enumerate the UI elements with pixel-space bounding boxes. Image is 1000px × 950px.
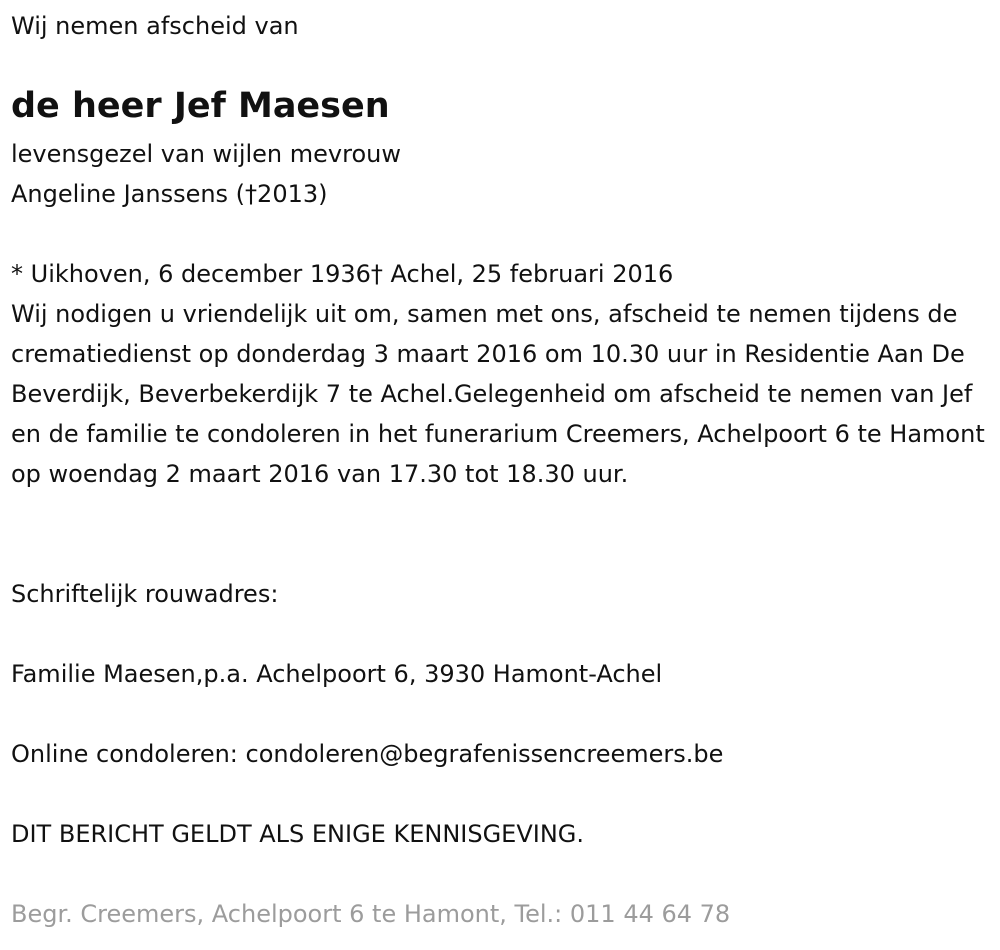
intro-text: Wij nemen afscheid van bbox=[11, 12, 299, 40]
deceased-name: de heer Jef Maesen bbox=[11, 86, 390, 126]
relation-line-1: levensgezel van wijlen mevrouw bbox=[11, 140, 401, 168]
mourning-address: Familie Maesen,p.a. Achelpoort 6, 3930 Hamont-Achel bbox=[11, 660, 663, 688]
details-block bbox=[11, 254, 986, 494]
birth-death-dates: * Uikhoven, 6 december 1936† Achel, 25 februari 2016 bbox=[11, 260, 674, 288]
notice-text: DIT BERICHT GELDT ALS ENIGE KENNISGEVING. bbox=[11, 820, 585, 848]
online-condolences: Online condoleren: condoleren@begrafenissencreemers.be bbox=[11, 740, 724, 768]
relation-block bbox=[11, 134, 401, 214]
address-label: Schriftelijk rouwadres: bbox=[11, 580, 279, 608]
relation-line-2: Angeline Janssens (†2013) bbox=[11, 180, 328, 208]
funeral-home-footer: Begr. Creemers, Achelpoort 6 te Hamont, Tel.: 011 44 64 78 bbox=[11, 900, 731, 928]
invitation-text: Wij nodigen u vriendelijk uit om, samen met ons, afscheid te nemen tijdens de crematiedienst op donderdag 3 maart 2016 om 10.30 uur in Residentie Aan De Beverdijk, Beverbekerdijk 7 te Achel.Gelegenheid om afscheid te nemen van Jef en de familie te condoleren in het funerarium Creemers, Achelpoort 6 te Hamont op woendag 2 maart 2016 van 17.30 tot 18.30 uur. bbox=[11, 300, 985, 488]
